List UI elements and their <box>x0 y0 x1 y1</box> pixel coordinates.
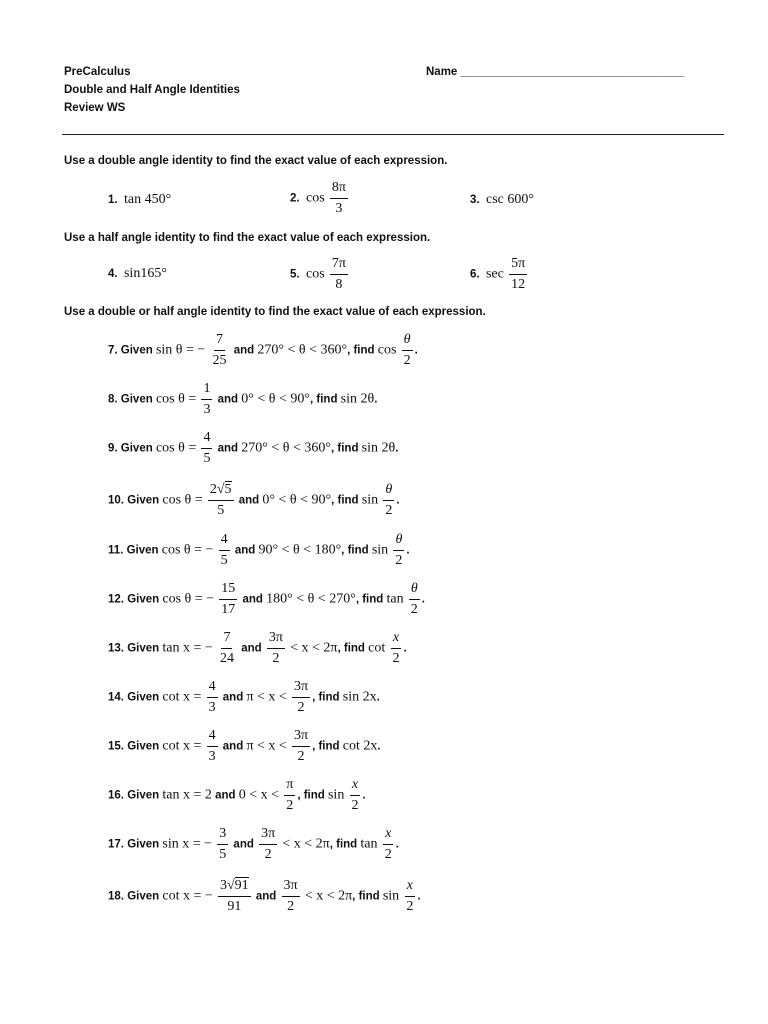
problem-6: 6. sec $\frac{5\pi}{12}$ <box>470 256 526 292</box>
problem-9: 9. Given cos θ = $\frac{4}{5}$ and 270° < θ < 360°, find sin 2θ. <box>108 430 399 466</box>
problem-5: 5. cos $\frac{7\pi}{8}$ <box>290 256 346 292</box>
header-divider <box>62 134 724 135</box>
problem-13: 13. Given tan x = − $\frac{7}{24}$ and $\frac{3\pi}{2}$ < x < 2π, find cot $\frac{x}{2}$ . <box>108 630 407 666</box>
instruction-half: Use a half angle identity to find the exact value of each expression. <box>64 232 431 244</box>
problem-7: 7. Given sin θ = − $\frac{7}{25}$ and 270° < θ < 360°, find cos $\frac{\theta}{2}$ . <box>108 332 418 368</box>
problem-17: 17. Given sin x = − $\frac{3}{5}$ and $\frac{3\pi}{2}$ < x < 2π, find tan $\frac{x}{2}$ . <box>108 826 399 862</box>
problem-4: 4. sin165° <box>108 266 167 281</box>
worksheet-topic: Double and Half Angle Identities <box>64 84 240 96</box>
problem-15: 15. Given cot x = $\frac{4}{3}$ and π < x < $\frac{3\pi}{2}$ , find cot 2x. <box>108 728 381 764</box>
name-field[interactable]: Name ___________________________________ <box>426 66 685 78</box>
instruction-double: Use a double angle identity to find the exact value of each expression. <box>64 155 448 167</box>
problem-12: 12. Given cos θ = − $\frac{15}{17}$ and 180° < θ < 270°, find tan $\frac{\theta}{2}$ . <box>108 581 425 617</box>
problem-16: 16. Given tan x = 2 and 0 < x < $\frac{\pi}{2}$ , find sin $\frac{x}{2}$ . <box>108 777 366 813</box>
problem-18: 18. Given cot x = − $\frac{3√91}{91}$ and $\frac{3\pi}{2}$ < x < 2π, find sin $\frac{x}{2}$ . <box>108 878 421 914</box>
instruction-either: Use a double or half angle identity to find the exact value of each expression. <box>64 306 486 318</box>
problem-2: 2. cos $\frac{8\pi}{3}$ <box>290 180 346 216</box>
problem-1: 1. tan 450° <box>108 192 172 207</box>
course-title: PreCalculus <box>64 66 131 78</box>
problem-11: 11. Given cos θ = − $\frac{4}{5}$ and 90° < θ < 180°, find sin $\frac{\theta}{2}$ . <box>108 532 410 568</box>
problem-10: 10. Given cos θ = $\frac{2√5}{5}$ and 0° < θ < 90°, find sin $\frac{\theta}{2}$ . <box>108 482 400 518</box>
problem-3: 3. csc 600° <box>470 192 534 207</box>
problem-14: 14. Given cot x = $\frac{4}{3}$ and π < x < $\frac{3\pi}{2}$ , find sin 2x. <box>108 679 380 715</box>
problem-8: 8. Given cos θ = $\frac{1}{3}$ and 0° < θ < 90°, find sin 2θ. <box>108 381 378 417</box>
worksheet-type: Review WS <box>64 102 126 114</box>
